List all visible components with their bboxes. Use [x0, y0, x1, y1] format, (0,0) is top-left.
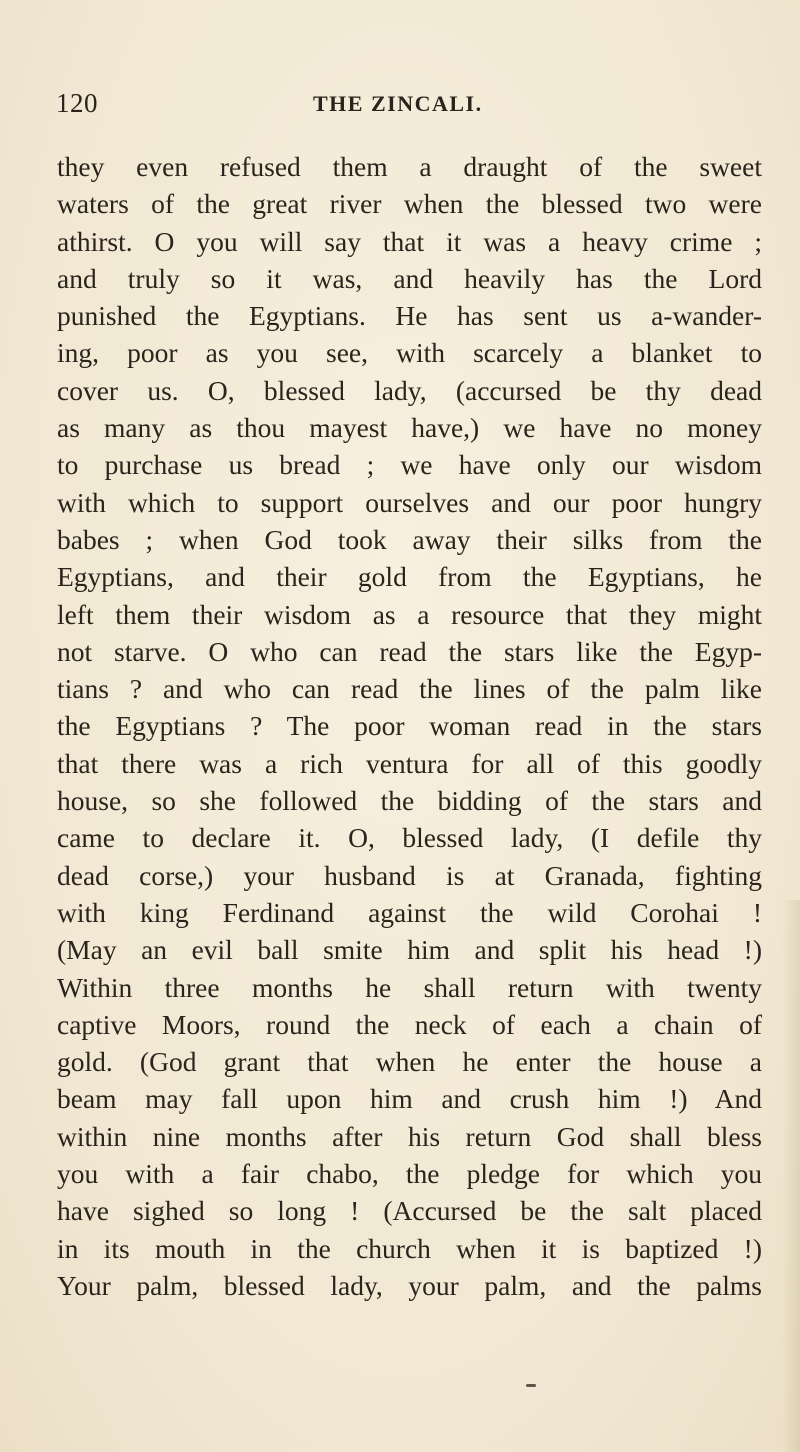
text-line: tians ? and who can read the lines of the palm like [57, 673, 762, 705]
text-line: as many as thou mayest have,) we have no money [57, 412, 762, 444]
page-edge-shadow [782, 900, 800, 1452]
text-line: Egyptians, and their gold from the Egyptians, he [57, 561, 762, 593]
text-line: house, so she followed the bidding of the stars and [57, 785, 762, 817]
text-line: cover us. O, blessed lady, (accursed be thy dead [57, 374, 762, 406]
text-line: to purchase us bread ; we have only our wisdom [57, 449, 762, 481]
page-header [56, 88, 756, 128]
text-line: within nine months after his return God shall bless [57, 1120, 762, 1152]
text-line: (May an evil ball smite him and split his head !) [57, 934, 762, 966]
text-line: came to declare it. O, blessed lady, (I defile thy [57, 822, 762, 854]
ink-mark [526, 1384, 536, 1387]
body-text [57, 148, 762, 1304]
text-line: babes ; when God took away their silks from the [57, 523, 762, 555]
text-line: in its mouth in the church when it is baptized !) [57, 1232, 762, 1264]
text-line: with king Ferdinand against the wild Corohai ! [57, 896, 762, 928]
text-line: Within three months he shall return with twenty [57, 971, 762, 1003]
text-line: gold. (God grant that when he enter the house a [57, 1046, 762, 1078]
text-line: they even refused them a draught of the sweet [57, 151, 762, 182]
text-line: you with a fair chabo, the pledge for which you [57, 1158, 762, 1190]
text-line: dead corse,) your husband is at Granada, fighting [57, 859, 762, 891]
text-line: not starve. O who can read the stars like the Egyp- [57, 635, 762, 667]
text-line: with which to support ourselves and our poor hungry [57, 486, 762, 518]
text-line: left them their wisdom as a resource that they might [57, 598, 762, 630]
text-line: Your palm, blessed lady, your palm, and the palms [57, 1269, 762, 1301]
text-line: and truly so it was, and heavily has the Lord [57, 262, 762, 294]
text-line: beam may fall upon him and crush him !) And [57, 1083, 762, 1115]
text-line: the Egyptians ? The poor woman read in the stars [57, 710, 762, 742]
text-line: captive Moors, round the neck of each a chain of [57, 1008, 762, 1040]
text-line: punished the Egyptians. He has sent us a-wander- [57, 300, 762, 332]
text-line: have sighed so long ! (Accursed be the salt placed [57, 1195, 762, 1227]
text-line: ing, poor as you see, with scarcely a blanket to [57, 337, 762, 369]
text-line: that there was a rich ventura for all of this goodly [57, 747, 762, 779]
page-number: 120 [56, 88, 98, 118]
running-head: THE ZINCALI. [313, 91, 483, 116]
text-line: waters of the great river when the blessed two were [57, 188, 762, 220]
text-line: athirst. O you will say that it was a heavy crime ; [57, 225, 762, 257]
